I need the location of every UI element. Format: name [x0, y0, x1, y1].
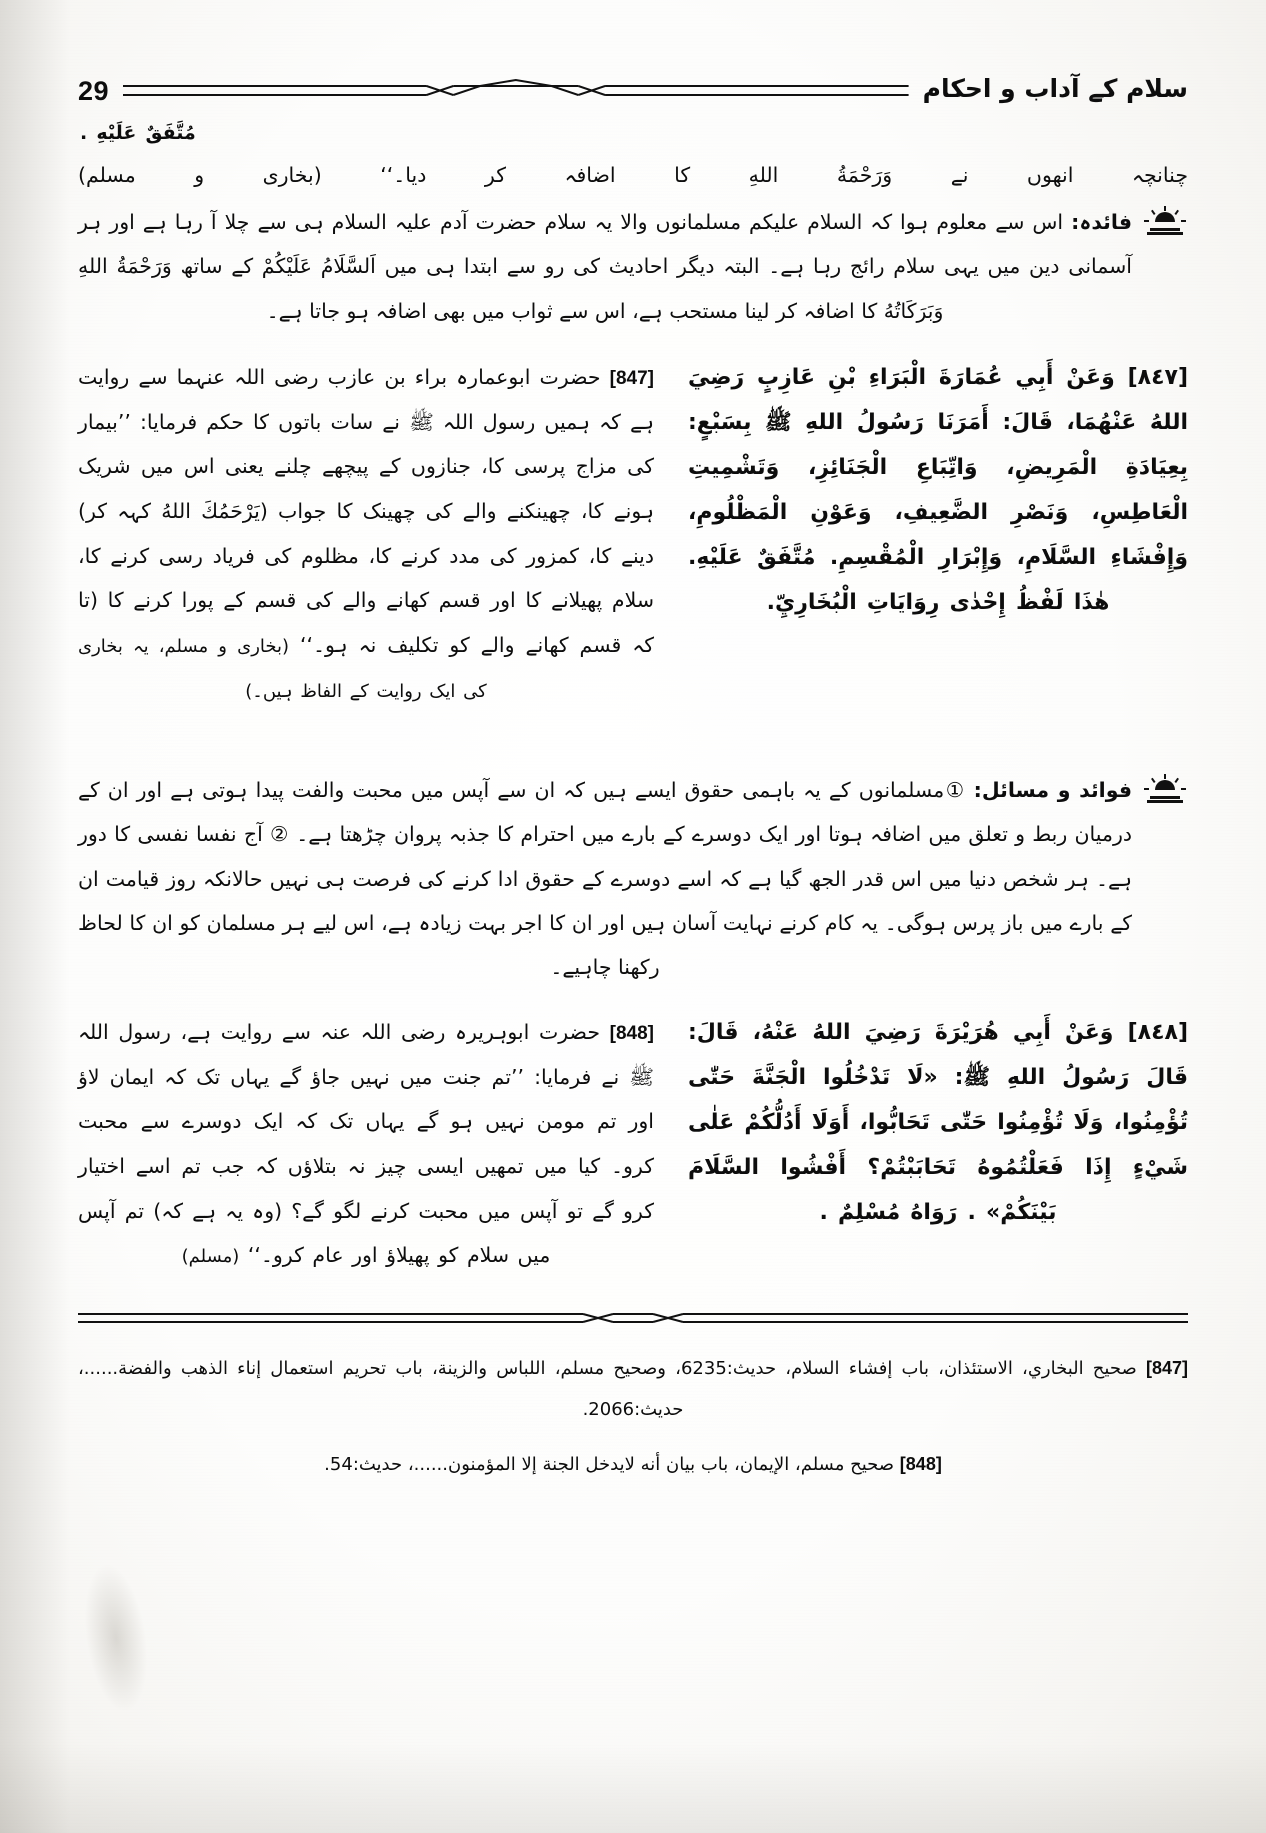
- footnote-text: صحیح البخاري، الاستئذان، باب إفشاء السلام، حدیث:6235، وصحیح مسلم، اللباس والزینة، باب تحریم استعمال إناء الذهب والفضة......، حدیث:2066.: [78, 1358, 1137, 1420]
- hadith-847-urdu-reference: (بخاری و مسلم، یہ بخاری کی ایک روایت کے الفاظ ہیں۔): [78, 636, 487, 702]
- hadith-848-urdu-column: [78, 1010, 654, 1278]
- continued-arabic-ref: مُتَّفَقٌ عَلَيْهِ .: [80, 122, 196, 144]
- benefit-note-2-label: فوائد و مسائل:: [973, 778, 1132, 802]
- benefit-note-1-body: [78, 200, 1132, 333]
- hadith-848-arabic-text: وَعَنْ أَبِي هُرَيْرَةَ رَضِيَ اللهُ عَنْهُ، قَالَ: قَالَ رَسُولُ اللهِ ﷺ: «لَا تَدْخُلُوا الْجَنَّةَ حَتّٰى تُؤْمِنُوا، وَلَا تُؤْمِنُوا حَتّٰى تَحَابُّوا، أَوَلَا أَدُلُّكُمْ عَلٰى شَيْءٍ إِذَا فَعَلْتُمُوهُ تَحَابَبْتُمْ؟ أَفْشُوا السَّلَامَ بَيْنَكُمْ» . رَوَاهُ مُسْلِمٌ .: [688, 1020, 1188, 1226]
- sunrise-book-icon: [1142, 774, 1188, 808]
- sunrise-book-icon: [1142, 206, 1188, 240]
- hadith-847-number-urdu: [847]: [609, 368, 654, 389]
- hadith-847-arabic-column: [688, 355, 1188, 713]
- chapter-title: سلام کے آداب و احکام: [922, 73, 1188, 103]
- page-content: [78, 0, 1188, 1833]
- benefit-note-1: [78, 200, 1188, 333]
- continued-urdu-line: چنانچہ انھوں نے وَرَحْمَةُ اللهِ کا اضافہ کر دیا۔‘‘ (بخاری و مسلم): [78, 163, 1188, 188]
- page-number: 29: [78, 75, 110, 106]
- scan-edge-shadow-left: [0, 0, 70, 1833]
- hadith-847-number-arabic: [٨٤٧]: [1127, 365, 1188, 390]
- footnote-number: [847]: [1145, 1358, 1188, 1378]
- footnote-entry: [78, 1444, 1188, 1486]
- hadith-848-urdu-text: حضرت ابوہریرہ رضی اللہ عنہ سے روایت ہے، رسول اللہ ﷺ نے فرمایا: ’’تم جنت میں نہیں جاؤ گے یہاں تک کہ ایمان لاؤ اور تم مومن نہیں ہو گے یہاں تک کہ ایک دوسرے سے محبت کرو۔ کیا میں تمھیں ایسی چیز نہ بتلاؤں کہ جب تم اسے اختیار کرو گے تو آپس میں محبت کرنے لگو گے؟ (وہ یہ ہے کہ) تم آپس میں سلام کو پھیلاؤ اور عام کرو۔‘‘: [78, 1020, 654, 1268]
- hadith-848-urdu-reference: (مسلم): [181, 1246, 240, 1268]
- hadith-848-number-urdu: [848]: [609, 1023, 654, 1044]
- header-ornament-rule: [123, 76, 909, 106]
- hadith-847-urdu-column: [78, 355, 654, 713]
- benefit-note-1-text: اس سے معلوم ہوا کہ السلام علیکم مسلمانوں والا یہ سلام حضرت آدم علیہ السلام ہی سے چلا آ رہا ہے اور ہر آسمانی دین میں یہی سلام رائج رہا ہے۔ البتہ دیگر احادیث کی رو سے ابتدا ہی میں اَلسَّلَامُ عَلَيْكُمْ کے ساتھ وَرَحْمَةُ اللهِ وَبَرَكَاتُهُ کا اضافہ کر لینا مستحب ہے، اس سے ثواب میں بھی اضافہ ہو جاتا ہے۔: [78, 210, 1132, 323]
- hadith-847-arabic-text: وَعَنْ أَبِي عُمَارَةَ الْبَرَاءِ بْنِ عَازِبٍ رَضِيَ اللهُ عَنْهُمَا، قَالَ: أَمَرَنَا رَسُولُ اللهِ ﷺ بِسَبْعٍ: بِعِيَادَةِ الْمَرِيضِ، وَاتِّبَاعِ الْجَنَائِزِ، وَتَشْمِيتِ الْعَاطِسِ، وَنَصْرِ الضَّعِيفِ، وَعَوْنِ الْمَظْلُومِ، وَإِفْشَاءِ السَّلَامِ، وَإِبْرَارِ الْمُقْسِمِ. مُتَّفَقٌ عَلَيْهِ. هٰذَا لَفْظُ إِحْدٰى رِوَايَاتِ الْبُخَارِيِّ.: [688, 365, 1188, 616]
- benefit-note-2: [78, 768, 1188, 989]
- footnote-text: صحیح مسلم، الإیمان، باب بیان أنه لایدخل الجنة إلا المؤمنون......، حدیث:54.: [324, 1454, 895, 1475]
- hadith-847-urdu-text: حضرت ابوعمارہ براء بن عازب رضی اللہ عنہما سے روایت ہے کہ ہمیں رسول اللہ ﷺ نے سات باتوں کا حکم فرمایا: ’’بیمار کی مزاج پرسی کا، جنازوں کے پیچھے چلنے یعنی اس میں شریک ہونے کا، چھینکنے والے کی چھینک کا جواب (یَرْحَمُكَ اللهُ کہہ کر) دینے کا، کمزور کی مدد کرنے کا، مظلوم کی فریاد رسی کرنے کا، سلام پھیلانے کا اور قسم کھانے والے کی قسم کے پورا کرنے کا (تا کہ قسم کھانے والے کو تکلیف نہ ہو۔‘‘: [78, 365, 654, 658]
- benefit-note-2-text: ①مسلمانوں کے یہ باہمی حقوق ایسے ہیں کہ ان سے آپس میں محبت والفت پیدا ہوتی ہے اور ان کے درمیان ربط و تعلق میں اضافہ ہوتا اور ایک دوسرے کے بارے میں احترام کا جذبہ پروان چڑھتا ہے۔ ② آج نفسا نفسی کا دور ہے۔ ہر شخص دنیا میں اس قدر الجھ گیا ہے کہ اسے دوسرے کے حقوق ادا کرنے کی فرصت ہی نہیں حالانکہ روز قیامت ان کے بارے میں باز پرس ہوگی۔ یہ کام کرنے نہایت آسان ہیں اور ان کا اجر بہت زیادہ ہے، اس لیے ہر مسلمان کو ان کا لحاظ رکھنا چاہیے۔: [78, 778, 1132, 980]
- footnote-entry: [78, 1348, 1188, 1430]
- benefit-note-1-label: فائدہ:: [1071, 210, 1132, 234]
- footnote-number: [848]: [899, 1454, 942, 1474]
- running-header: [78, 62, 1188, 120]
- continued-text-block: [78, 118, 1188, 195]
- benefit-note-2-body: [78, 768, 1132, 989]
- hadith-848-number-arabic: [٨٤٨]: [1127, 1020, 1188, 1045]
- hadith-entry-847: [78, 355, 1188, 713]
- footnotes-section: [78, 1348, 1188, 1492]
- hadith-848-arabic-column: [688, 1010, 1188, 1278]
- footnote-divider-ornament: [78, 1305, 1188, 1331]
- hadith-entry-848: [78, 1010, 1188, 1278]
